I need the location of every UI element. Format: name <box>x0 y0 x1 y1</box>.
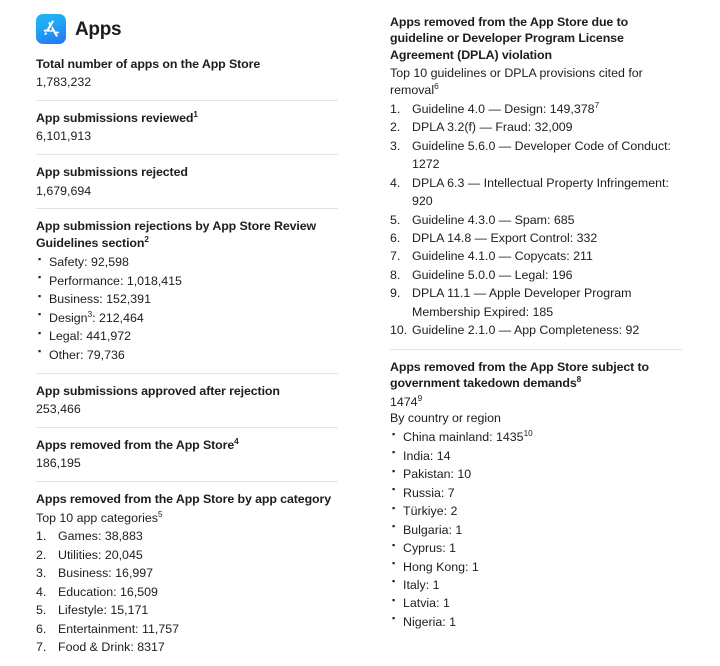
section-title: Apps removed from the App Store due to guideline or Developer Program License Agreement (DPLA) violation <box>390 15 629 62</box>
right-column <box>348 0 720 629</box>
section-title: App submissions rejected <box>36 165 188 180</box>
stat-section <box>36 56 338 100</box>
footnote-marker: 6 <box>434 81 439 91</box>
stat-section <box>36 100 338 154</box>
list-item: Food & Drink: 8317 <box>58 640 165 655</box>
list-item: ▪ China mainland: 1435$^{10}$ <box>390 428 682 446</box>
list-item: DPLA 6.3 — Intellectual Property Infringement: 920 <box>412 175 669 209</box>
section-title: Apps removed from the App Store subject to government takedown demands$^8$ <box>390 359 650 391</box>
stat-section <box>36 373 338 427</box>
section-subtitle: Top 10 app categories$^5$ <box>36 509 163 525</box>
list-item: ▪ Russia: 7 <box>390 484 682 502</box>
list-item: Guideline 2.1.0 — App Completeness: 92 <box>412 323 640 338</box>
page-header <box>36 14 338 44</box>
bullet-list <box>390 428 682 631</box>
list-item: Education: 16,509 <box>58 584 158 599</box>
list-item: ▪ Italy: 1 <box>390 576 682 594</box>
list-item: Guideline 4.0 — Design: 149,378$^7$ <box>412 100 600 116</box>
section-title: Apps removed from the App Store by app category <box>36 492 332 507</box>
list-item: DPLA 14.8 — Export Control: 332 <box>412 230 598 245</box>
stat-section <box>36 154 338 208</box>
section-title: Apps removed from the App Store$^4$ <box>36 436 239 453</box>
list-item: ▪ Pakistan: 10 <box>390 465 682 483</box>
section-subtitle: Top 10 guidelines or DPLA provisions cited for removal$^6$ <box>390 66 643 97</box>
list-item: ▪ Other: 79,736 <box>36 346 338 364</box>
footnote-marker: 10 <box>523 428 533 438</box>
list-item: ▪ India: 14 <box>390 447 682 465</box>
section-subtitle: By country or region <box>390 411 501 426</box>
stat-section <box>36 427 338 481</box>
list-item: ▪ Legal: 441,972 <box>36 327 338 345</box>
page-title: Apps <box>75 18 122 40</box>
list-item: Lifestyle: 15,171 <box>58 603 149 618</box>
list-item: Business: 16,997 <box>58 566 154 581</box>
list-item: ▪ Türkiye: 2 <box>390 502 682 520</box>
list-item: ▪ Design$^3$: 212,464 <box>36 309 338 327</box>
footnote-marker: 3 <box>87 309 93 319</box>
footnote-marker: 8 <box>576 375 582 385</box>
section-value: 253,466 <box>36 402 81 417</box>
section-title: App submissions approved after rejection <box>36 383 280 398</box>
stat-section <box>36 481 338 666</box>
list-item: Games: 38,883 <box>58 529 143 544</box>
stat-section <box>390 349 682 641</box>
section-title: App submissions reviewed$^1$ <box>36 109 198 126</box>
stat-section <box>36 208 338 373</box>
section-value: 186,195 <box>36 456 81 471</box>
list-item: ▪ Performance: 1,018,415 <box>36 272 338 290</box>
numbered-list <box>390 100 682 340</box>
section-value: 1,783,232 <box>36 75 92 90</box>
bullet-list <box>36 253 338 364</box>
list-item: Entertainment: 11,757 <box>58 621 180 636</box>
list-item: ▪ Bulgaria: 1 <box>390 521 682 539</box>
list-item: ▪ Nigeria: 1 <box>390 613 682 631</box>
list-item: ▪ Latvia: 1 <box>390 594 682 612</box>
list-item: ▪ Safety: 92,598 <box>36 253 338 271</box>
section-value: 6,101,913 <box>36 129 92 144</box>
footnote-marker: 2 <box>144 234 149 244</box>
list-item: Guideline 5.6.0 — Developer Code of Conduct: 1272 <box>412 138 671 172</box>
stat-section <box>390 14 682 349</box>
footnote-marker: 7 <box>594 100 600 110</box>
list-item: Guideline 5.0.0 — Legal: 196 <box>412 267 573 282</box>
app-store-icon <box>36 14 66 44</box>
list-item: ▪ Cyprus: 1 <box>390 539 682 557</box>
list-item: ▪ Hong Kong: 1 <box>390 558 682 576</box>
numbered-list <box>36 527 338 656</box>
left-column <box>0 0 348 655</box>
list-item: Utilities: 20,045 <box>58 547 143 562</box>
footnote-marker: 4 <box>234 436 239 446</box>
list-item: Guideline 4.1.0 — Copycats: 211 <box>412 249 593 264</box>
section-value: 1474$^9$ <box>390 393 423 409</box>
list-item: ▪ Business: 152,391 <box>36 290 338 308</box>
list-item: DPLA 11.1 — Apple Developer Program Membership Expired: 185 <box>412 286 632 319</box>
footnote-marker: 9 <box>417 393 423 403</box>
list-item: DPLA 3.2(f) — Fraud: 32,009 <box>412 120 573 135</box>
footnote-marker: 1 <box>193 109 198 119</box>
footnote-marker: 5 <box>157 509 163 519</box>
section-value: 1,679,694 <box>36 183 92 198</box>
section-title: App submission rejections by App Store Review Guidelines section$^2$ <box>36 219 317 250</box>
section-title: Total number of apps on the App Store <box>36 57 261 71</box>
list-item: Guideline 4.3.0 — Spam: 685 <box>412 212 575 227</box>
